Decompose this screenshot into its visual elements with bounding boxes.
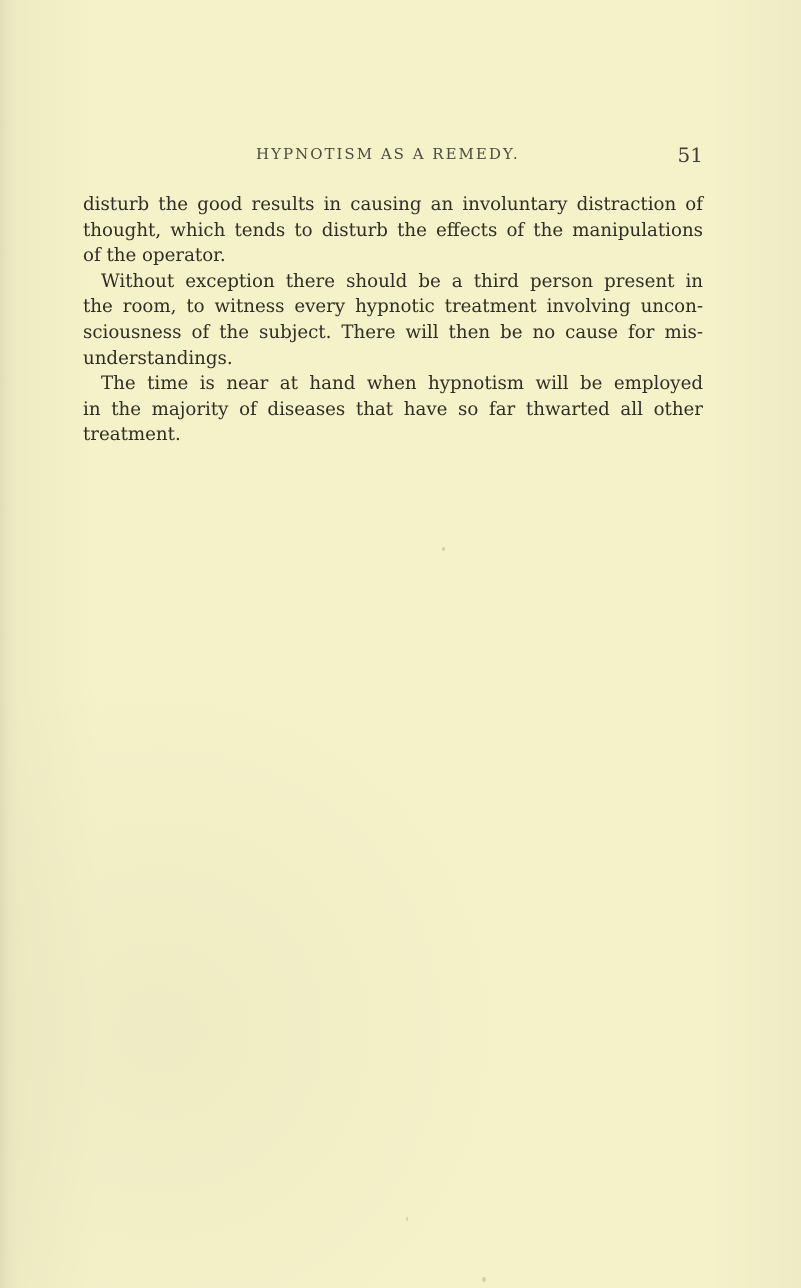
text-line: treatment. [83,424,181,446]
running-head [83,145,703,169]
text-line: Without exception there should be a third person present in [101,270,703,292]
text-line: thought, which tends to disturb the effects of the manipulations [83,219,703,241]
page-number: 51 [677,143,703,167]
header-title: HYPNOTISM AS A REMEDY. [256,145,520,163]
text-line: the room, to witness every hypnotic treatment involving uncon- [83,296,703,318]
paper-speck [442,547,445,551]
paper-speck [482,1277,486,1282]
text-line: of the operator. [83,245,226,267]
text-line: sciousness of the subject. There will then be no cause for mis- [83,321,703,343]
text-line: The time is near at hand when hypnotism will be employed [101,373,703,395]
page-edge-shadow [0,0,18,1288]
text-line: in the majority of diseases that have so far thwarted all other [83,398,703,420]
text-line: disturb the good results in causing an involuntary distraction of [83,194,703,215]
text-line: understandings. [83,347,233,369]
page-text-block [83,192,703,448]
paper-speck [406,1217,408,1221]
